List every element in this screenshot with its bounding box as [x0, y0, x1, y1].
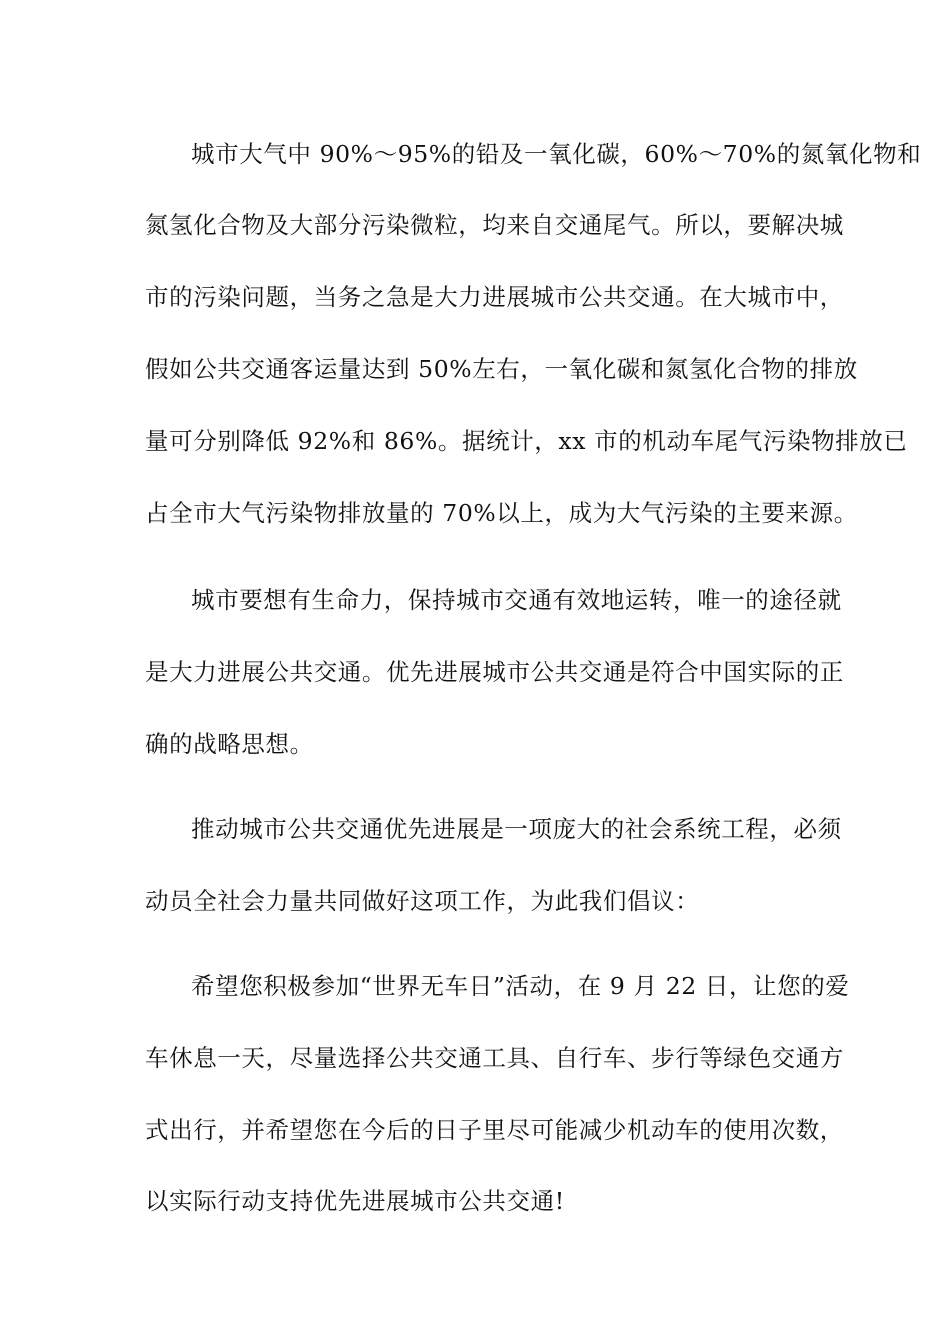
paragraph-4-line-1: 希望您积极参加“世界无车日”活动，在 9 月 22 日，让您的爱: [191, 972, 850, 1000]
paragraph-1-line-1: 城市大气中 90%～95%的铅及一氧化碳，60%～70%的氮氧化物和: [191, 140, 922, 168]
paragraph-3-line-2: 动员全社会力量共同做好这项工作，为此我们倡议：: [145, 887, 700, 915]
paragraph-4-line-3: 式出行，并希望您在今后的日子里尽可能减少机动车的使用次数，: [145, 1116, 844, 1144]
paragraph-4-line-4: 以实际行动支持优先进展城市公共交通!: [145, 1187, 565, 1215]
paragraph-1-line-2: 氮氢化合物及大部分污染微粒，均来自交通尾气。所以，要解决城: [145, 211, 844, 239]
paragraph-1-line-6: 占全市大气污染物排放量的 70%以上，成为大气污染的主要来源。: [145, 499, 858, 527]
paragraph-1-line-4: 假如公共交通客运量达到 50%左右，一氧化碳和氮氢化合物的排放: [145, 355, 858, 383]
paragraph-2-line-2: 是大力进展公共交通。优先进展城市公共交通是符合中国实际的正: [145, 658, 844, 686]
paragraph-3-line-1: 推动城市公共交通优先进展是一项庞大的社会系统工程，必须: [191, 815, 842, 843]
paragraph-2-line-1: 城市要想有生命力，保持城市交通有效地运转，唯一的途径就: [191, 586, 842, 614]
paragraph-1-line-5: 量可分别降低 92%和 86%。据统计，xx 市的机动车尾气污染物排放已: [145, 427, 908, 455]
paragraph-2-line-3: 确的战略思想。: [145, 730, 314, 758]
paragraph-4-line-2: 车休息一天，尽量选择公共交通工具、自行车、步行等绿色交通方: [145, 1044, 844, 1072]
paragraph-1-line-3: 市的污染问题，当务之急是大力进展城市公共交通。在大城市中，: [145, 283, 844, 311]
